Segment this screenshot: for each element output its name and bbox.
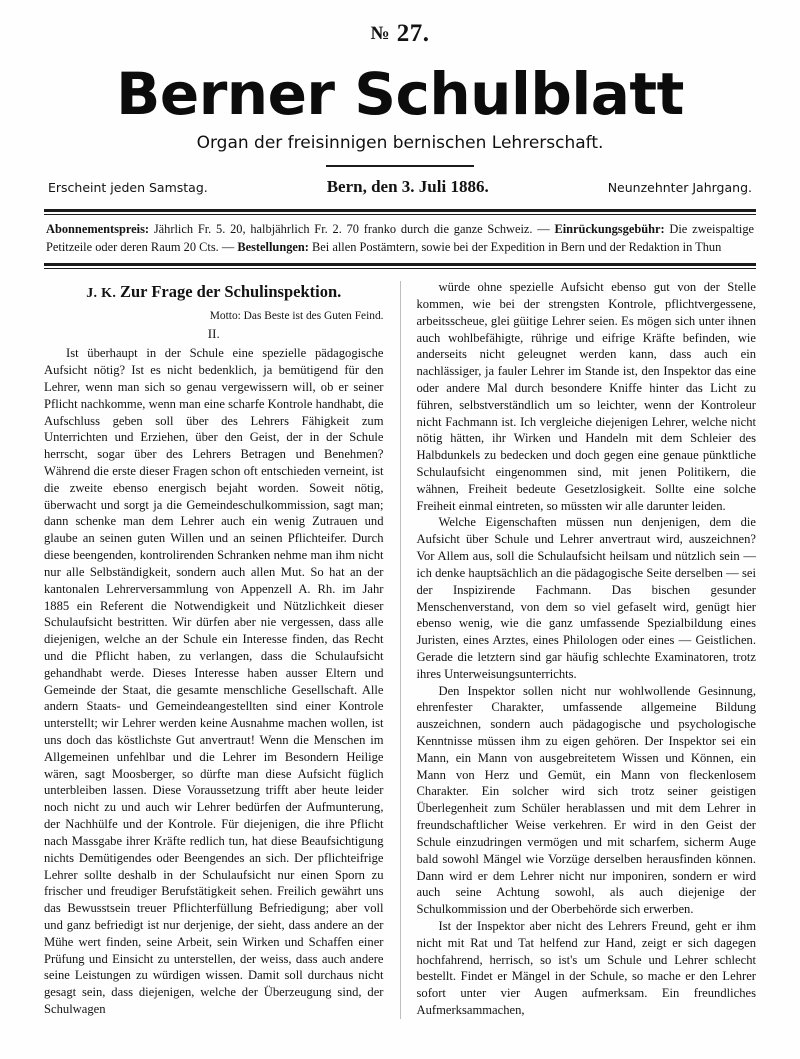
publication-frequency: Erscheint jeden Samstag. <box>48 179 208 195</box>
orders-text: Bei allen Postämtern, sowie bei der Expedition in Bern und der Redaktion in Thun <box>308 239 722 254</box>
masthead-subtitle: Organ der freisinnigen bernischen Lehrerschaft. <box>196 132 604 153</box>
article-section-number: II. <box>207 326 220 342</box>
paragraph: Ist überhaupt in der Schule eine spezielle pädagogische Aufsicht nötig? Ist es nicht bedenklich, ja bemütigend für den Lehrer, wenn man sich so genau vergewissern will, ob er seiner Pflicht nachkomme, wenn man eine scharfe Kontrole handhabt, die Aufschluss geben soll über des Lehrers Fähigkeit zum Unterrichten und Erziehen, über den Geist, der in der Schule herrscht, sogar über des Lehrers Betragen und Benehmen? Während die erste dieser Fragen schon oft entschieden verneint, ist die zweite ebenso energisch bejaht worden. Soweit nötig, überwacht und sorgt ja die Gemeindeschulkommission, sagt man; dann schenke man dem Lehrer auch ein wenig Zutrauen und glaube an seinen guten Willen und an seinen Pflichteifer. Durch diese beengenden, kontrolirenden Schranken nehme man ihm nicht nur alle Selbständigkeit, sondern auch allen Mut. So hat an der kantonalen Lehrerversammlung von Appenzell A. Rh. im Jahr 1885 ein Referent die Notwendigkeit und Nützlichkeit dieser Schulaufsicht bestritten. Wir dürfen aber nie vergessen, dass alle diejenigen, welche an der Schule ein Interesse finden, das Recht und die Pflicht haben, zu verlangen, dass die Schulaufsicht gehandhabt werde. Dieses Interesse haben ausser Eltern und Gemeinde der Staat, die gesamte menschliche Gesellschaft. Alle andern Staats- und Gemeindeangestellten sind einer Kontrole unterstellt; wir Lehrer werden keine Ausnahme machen wollen, ist uns doch das köstlichste Gut anvertraut! Wenn die Menschen im Allgemeinen unfehlbar und die Lehrer im Besondern Heilige wären, sagt Moosberger, so dürfte man diese Aufsicht füglich unterbleiben lassen. Diese Voraussetzung trifft aber heute leider noch nicht zu und auch wir Lehrer bedürfen der Aufmunterung, der Nachhülfe und der Kontrole. Für diejenigen, die ihre Pflicht nach Massgabe ihrer Kräfte redlich tun, hat diese Beaufsichtigung nichts Demütigendes oder Beengendes an sich. Der pflichteifrige Lehrer sollte deshalb in der Schulaufsicht nur einen Sporn zu frischer und freudiger Berufstätigkeit sehen. Freilich gewährt uns das Bewusstsein treuer Pflichterfüllung Befriedigung; aber voll und ganz befriedigt ist nur derjenige, der sieht, dass andere an der Mühe wert finden, seine Arbeit, sein Wirken und Schaffen einer Prüfung und Einsicht zu unterstellen, der weiss, dass auch andere seine Leistungen zu würdigen wissen. Damit soll durchaus nicht gesagt sein, dass diejenigen, welche der Überzeugung sind, der Schulwagen <box>44 346 384 1017</box>
paragraph: Den Inspektor sollen nicht nur wohlwollende Gesinnung, ehrenfester Charakter, umfassende allgemeine Bildung auszeichnen, sondern auch pädagogische und psychologische Kenntnisse müssen ihm zu eigen gehören. Der Inspektor sei ein Mann, ein Mann von ausgebreitetem Wissen und Können, ein Mann von Herz und Gemüt, ein Mann von fleckenlosem Charakter. Ein solcher wird sich trotz seiner geistigen Überlegenheit zum Schüler herablassen und mit dem Lehrer in freundschaftlicher Weise verkehren. Er wird in den Geist der Schule einzudringen vermögen und mit scharfem, sicherm Auge bald sowohl Mängel wie Vorzüge derselben herausfinden können. Dann wird er dem Lehrer nicht nur imponiren, sondern er wird auch seine Achtung sowohl, als auch diejenige der Schulkommission und der Oberbehörde sich erwerben. <box>416 683 756 917</box>
article-heading <box>44 281 384 304</box>
article-motto: Motto: Das Beste ist des Guten Feind. <box>209 309 384 322</box>
publication-date: Bern, den 3. Juli 1886. <box>326 176 489 196</box>
paragraph: würde ohne spezielle Aufsicht ebenso gut von der Stelle kommen, wie bei der strengsten Kontrole, pflichtvergessene, arbeitsscheue, glei güitige Lehrer seien. Es mögen sich unter ihnen auch wohlbefähigte, rührige und eifrige Kräfte befinden, wie anderseits nicht geleugnet werden kann, dass auch ein nachlässiger, ja fauler Lehrer im Stande ist, den Inspektor das eine oder andere Mal durch besondere Kniffe hinter das Licht zu führen, selbstverständlich um so leichter, wenn der Kontroleur nicht Fachmann ist. Ich vergleiche diejenigen Lehrer, welche nicht nötig hätten, ihr Wirken und Handeln mit dem Schleier des Halbdunkels zu bedecken und doch gegen eine genaue pünktliche Schulaufsicht eingenommen sind, mit jenen Politikern, die wähnen, Freiheit bedeute Gesetzlosigkeit. Sollte eine solche Freiheit einmal eintreten, so müssten wir alle darunter leiden. <box>416 280 756 513</box>
column-right <box>401 279 757 1019</box>
divider-double-bottom <box>44 263 756 269</box>
page-title: Berner Schulblatt <box>116 60 684 128</box>
article-title: Zur Frage der Schulinspektion. <box>120 282 342 302</box>
divider-short <box>326 165 474 167</box>
orders-label: Bestellungen: <box>237 239 309 254</box>
divider-double-top <box>44 209 756 215</box>
column-left <box>44 279 400 1019</box>
paragraph: Ist der Inspektor aber nicht des Lehrers Freund, geht er ihm nicht mit Rat und Tat helfend zur Hand, zeigt er sich dagegen hochfahrend, herrisch, so ist's um Schule und Lehrer schlecht bestellt. Findet er Mängel in der Schule, so mache er den Lehrer sofort unter vier Augen aufmerksam. Ein freundliches Aufmerksammachen, <box>416 918 756 1018</box>
subscription-info <box>46 221 754 256</box>
paragraph: Welche Eigenschaften müssen nun denjenigen, dem die Aufsicht über Schule und Lehrer anvertraut wird, auszeichnen? Vor Allem aus, soll die Schulaufsicht heilsam und nützlich sein — ich denke hauptsächlich an die pädagogische Seite derselben — sei der Inspizirende Fachmann. Das bischen gesunder Menschenverstand, von dem so viel gefaselt wird, genügt hier ebenso wenig, wie die ganz umfassende Spezialbildung eines Juristen, eines Arztes, eines Philologen oder eines — Geistlichen. Gerade die letztern sind gar häufig schlechte Examinatoren, trotz ihres Unterweisungsunterrichts. <box>416 515 756 681</box>
issue-number <box>44 20 756 48</box>
subscription-price-text: Jährlich Fr. 5. 20, halbjährlich Fr. 2. 70 franko durch die ganze Schweiz. — <box>149 221 555 236</box>
volume-year: Neunzehnter Jahrgang. <box>607 179 752 195</box>
article-columns <box>44 279 756 1019</box>
subscription-price-label: Abonnementspreis: <box>46 221 150 236</box>
insertion-fee-label: Einrückungsgebühr: <box>554 221 665 236</box>
insertion-fee-text: Die zweispaltige <box>664 221 755 236</box>
article-author: J. K. <box>86 286 117 302</box>
issue-info-line <box>48 177 752 197</box>
subscription-line2-text: Petitzeile oder deren Raum 20 Cts. — <box>46 239 238 254</box>
issue-number-prefix: № <box>370 23 391 44</box>
issue-number-value: 27. <box>396 20 430 47</box>
